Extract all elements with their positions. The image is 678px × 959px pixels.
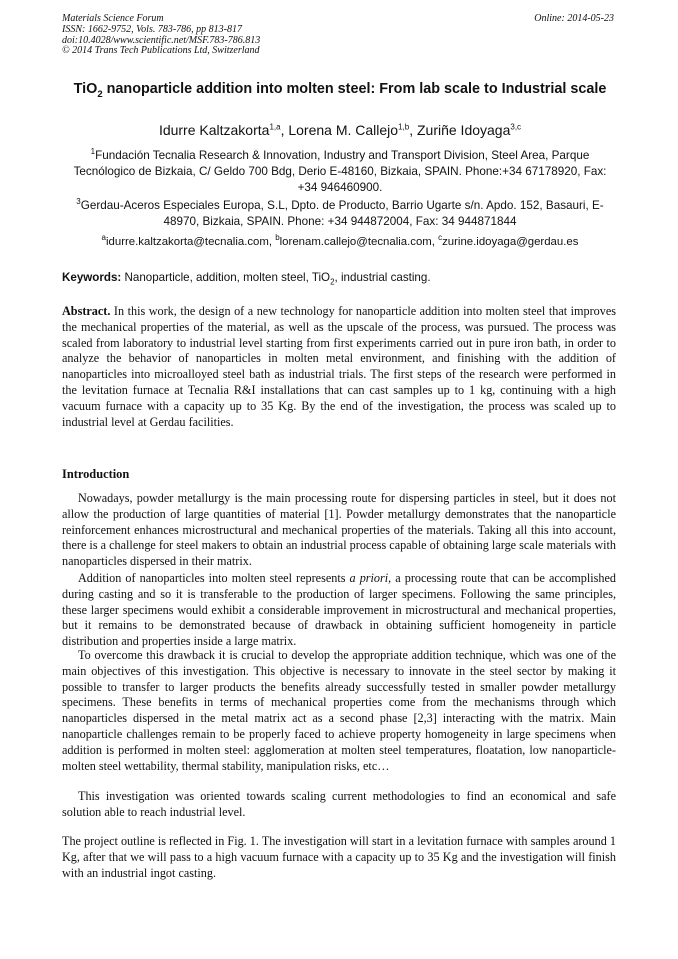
- journal-name: Materials Science Forum: [62, 13, 164, 24]
- issn-line: ISSN: 1662-9752, Vols. 783-786, pp 813-817: [62, 23, 242, 35]
- doi-line: doi:10.4028/www.scientific.net/MSF.783-786.813: [62, 34, 261, 46]
- journal-header: [62, 14, 618, 57]
- affiliation-1: $^1$Fundación Tecnalia Research & Innovation, Industry and Transport Division, Steel Area, Parque Tecnólogico de Bizkaia, C/ Geldo 700 Bdg, Derio E-48160, Bizkaia, SPAIN. Phone:+34 67178920, Fax: +34 946460900.: [73, 147, 607, 194]
- author-name: , Zuriñe Idoyaga: [409, 122, 511, 138]
- paper-title: TiO$_2$ nanoparticle addition into molten steel: From lab scale to Industrial scale: [73, 81, 607, 100]
- keywords: Keywords: Nanoparticle, addition, molten steel, TiO$_2$, industrial casting.: [62, 271, 431, 287]
- affiliation-2: $^3$Gerdau-Aceros Especiales Europa, S.L, Dpto. de Producto, Barrio Ugarte s/n. Apdo. 152, Basauri, E-48970, Bizkaia, SPAIN. Phone: +34 944872004, Fax: 34 944871844: [76, 197, 604, 228]
- intro-paragraph-5: The project outline is reflected in Fig. 1. The investigation will start in a levitation furnace with samples around 1 Kg, after that we will pass to a high vacuum furnace with a capacity up to 35 Kg and the investigation will finish with an industrial ingot casting.: [62, 834, 616, 880]
- intro-paragraph-1: Nowadays, powder metallurgy is the main processing route for dispersing particles in steel, but it does not allow the production of large quantities of material [1]. Powder metallurgy demonstrates that the nanoparticle reinforcement enhances microstructural and mechanical properties of the materials. Taking all this into account, there is a challenge for steel makers to obtain an industrial process capable of obtaining large scale materials with nanoparticles dispersed in their matrix.: [62, 491, 616, 569]
- intro-paragraph-4: This investigation was oriented towards scaling current methodologies to find an economical and safe solution able to reach industrial level.: [62, 789, 616, 819]
- copyright-line: © 2014 Trans Tech Publications Ltd, Switzerland: [62, 45, 260, 57]
- author-emails: $^a$idurre.kaltzakorta@tecnalia.com, $^b$lorenam.callejo@tecnalia.com, $^c$zurine.idoyaga@gerdau.es: [101, 233, 579, 248]
- section-heading-introduction: Introduction: [62, 467, 130, 481]
- abstract: Abstract. In this work, the design of a new technology for nanoparticle addition into molten steel that improves the mechanical properties of the material, as well as the upscale of the process, was pursued. The process was scaled from laboratory to industrial level starting from first experiments carried out in pure iron bath, in order to analyze the behavior of nanoparticles in molten metal environment, and finishing with the addition of nanoparticles into microalloyed steel bath as industrial trials. The first steps of the research were performed in the levitation furnace at Tecnalia R&I installations that can cast samples up to 1 kg, continuing with a high vacuum furnace with a capacity up to 35 Kg. By the end of the investigation, the process was scaled up to industrial level at Gerdau facilities.: [62, 304, 616, 429]
- email-link[interactable]: zurine.idoyaga@gerdau.es: [442, 236, 579, 248]
- email-link[interactable]: idurre.kaltzakorta@tecnalia.com,: [106, 236, 276, 248]
- online-date: Online: 2014-05-23: [534, 13, 614, 24]
- author-list: Idurre Kaltzakorta$^{1,a}$, Lorena M. Callejo$^{1,b}$, Zuriñe Idoyaga$^{3,c}$: [158, 122, 522, 138]
- intro-paragraph-2: Addition of nanoparticles into molten steel represents a priori, a processing route that can be accomplished during casting and so it is transferable to the production of larger specimens. Following the same principles, these larger specimens would exhibit a considerable improvement in microstructural and mechanical properties, but it remains to be demonstrated because of drawback in obtaining sufficient homogeneity in particle distribution and properties inside a large matrix.: [62, 571, 616, 649]
- intro-paragraph-3: To overcome this drawback it is crucial to develop the appropriate addition technique, which was one of the main objectives of this investigation. This objective is necessary to innovate in the steel sector by making it possible to transfer to larger products the benefits already successfully tested in smaller powder metallurgy specimens. These benefits in terms of mechanical properties come from the mechanisms through which nanoparticles dispersed in the metal matrix act as a second phase [2,3] interacting with the matrix. Main nanoparticle challenges remain to be properly faced to achieve property homogeneity in large specimens when addition is performed in molten steel: agglomeration at molten steel temperatures, floatation, low nanoparticle-molten steel wettability, thermal stability, manipulation risks, etc…: [62, 648, 616, 773]
- author-name: Idurre Kaltzakorta: [158, 122, 270, 138]
- email-link[interactable]: lorenam.callejo@tecnalia.com,: [279, 236, 439, 248]
- abstract-label: Abstract.: [62, 304, 111, 318]
- keywords-label: Keywords:: [62, 271, 122, 284]
- author-name: , Lorena M. Callejo: [280, 122, 399, 138]
